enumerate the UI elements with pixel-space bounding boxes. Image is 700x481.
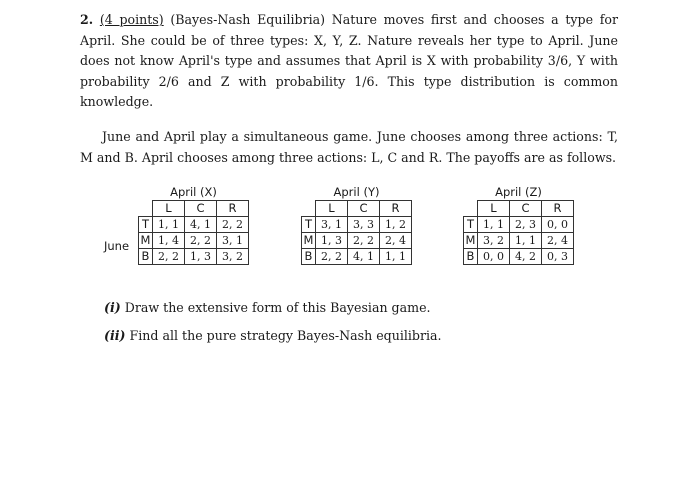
problem-number: 2. bbox=[80, 12, 94, 27]
column-label: C bbox=[185, 201, 217, 217]
row-label: M bbox=[139, 233, 153, 249]
problem-statement bbox=[80, 10, 618, 113]
question-text: Find all the pure strategy Bayes-Nash equilibria. bbox=[129, 328, 442, 343]
row-label: B bbox=[302, 249, 316, 265]
payoff-table bbox=[301, 200, 412, 265]
payoff-cell: 2, 2 bbox=[185, 233, 217, 249]
payoff-row bbox=[464, 233, 574, 249]
payoff-row bbox=[139, 217, 249, 233]
column-label: R bbox=[380, 201, 412, 217]
payoff-cell: 2, 3 bbox=[510, 217, 542, 233]
row-label: M bbox=[302, 233, 316, 249]
payoff-row bbox=[139, 249, 249, 265]
problem-description: (Bayes-Nash Equilibria) Nature moves first and chooses a type for April. She could be of three types: X, Y, Z. Nature reveals her type to April. June does not know April's type and assumes that April is X with probability 3/6, Y with probability 2/6 and Z with probability 1/6. This type distribution is common knowledge. bbox=[80, 12, 618, 109]
column-label: R bbox=[217, 201, 249, 217]
payoff-cell: 1, 1 bbox=[510, 233, 542, 249]
payoff-cell: 1, 3 bbox=[185, 249, 217, 265]
payoff-table bbox=[138, 200, 249, 265]
payoff-row bbox=[464, 217, 574, 233]
payoff-row bbox=[464, 249, 574, 265]
row-label: M bbox=[464, 233, 478, 249]
payoff-row bbox=[302, 233, 412, 249]
payoff-cell: 4, 1 bbox=[348, 249, 380, 265]
payoff-cell: 0, 3 bbox=[542, 249, 574, 265]
payoff-cell: 2, 4 bbox=[380, 233, 412, 249]
question-text: Draw the extensive form of this Bayesian game. bbox=[124, 300, 431, 315]
payoff-cell: 1, 1 bbox=[153, 217, 185, 233]
payoff-cell: 3, 3 bbox=[348, 217, 380, 233]
row-label: B bbox=[139, 249, 153, 265]
payoff-cell: 4, 1 bbox=[185, 217, 217, 233]
question-label: (ii) bbox=[104, 328, 126, 343]
column-label: L bbox=[153, 201, 185, 217]
row-label: T bbox=[139, 217, 153, 233]
payoff-matrix-y bbox=[301, 184, 412, 265]
row-label: T bbox=[302, 217, 316, 233]
payoff-cell: 2, 2 bbox=[217, 217, 249, 233]
column-label: R bbox=[542, 201, 574, 217]
column-label: L bbox=[316, 201, 348, 217]
payoff-row bbox=[139, 233, 249, 249]
column-label: C bbox=[348, 201, 380, 217]
payoff-cell: 1, 3 bbox=[316, 233, 348, 249]
payoff-cell: 1, 1 bbox=[478, 217, 510, 233]
payoff-cell: 4, 2 bbox=[510, 249, 542, 265]
payoff-row bbox=[302, 217, 412, 233]
corner-cell bbox=[139, 201, 153, 217]
payoff-cell: 3, 1 bbox=[217, 233, 249, 249]
matrix-title: April (X) bbox=[170, 185, 217, 199]
payoff-cell: 3, 2 bbox=[217, 249, 249, 265]
payoff-cell: 1, 1 bbox=[380, 249, 412, 265]
matrix-title: April (Z) bbox=[495, 185, 542, 199]
payoff-cell: 2, 2 bbox=[316, 249, 348, 265]
row-label: B bbox=[464, 249, 478, 265]
game-description: June and April play a simultaneous game. June chooses among three actions: T, M and B. April chooses among three actions: L, C and R. The payoffs are as follows. bbox=[80, 129, 618, 165]
problem-points: (4 points) bbox=[99, 12, 164, 27]
question-label: (i) bbox=[104, 300, 121, 315]
column-label: L bbox=[478, 201, 510, 217]
payoff-cell: 2, 4 bbox=[542, 233, 574, 249]
payoff-matrix-x bbox=[138, 184, 249, 265]
payoff-matrix-z bbox=[463, 184, 574, 265]
payoff-cell: 2, 2 bbox=[153, 249, 185, 265]
row-player-label: June bbox=[104, 239, 130, 253]
payoff-cell: 3, 2 bbox=[478, 233, 510, 249]
matrix-title: April (Y) bbox=[333, 185, 380, 199]
payoff-cell: 0, 0 bbox=[478, 249, 510, 265]
row-label: T bbox=[464, 217, 478, 233]
column-label: C bbox=[510, 201, 542, 217]
corner-cell bbox=[302, 201, 316, 217]
question-ii bbox=[104, 328, 442, 343]
payoff-cell: 1, 2 bbox=[380, 217, 412, 233]
corner-cell bbox=[464, 201, 478, 217]
payoff-cell: 2, 2 bbox=[348, 233, 380, 249]
question-i bbox=[104, 300, 431, 315]
payoff-cell: 0, 0 bbox=[542, 217, 574, 233]
payoff-row bbox=[302, 249, 412, 265]
payoff-cell: 1, 4 bbox=[153, 233, 185, 249]
payoff-cell: 3, 1 bbox=[316, 217, 348, 233]
payoff-table bbox=[463, 200, 574, 265]
